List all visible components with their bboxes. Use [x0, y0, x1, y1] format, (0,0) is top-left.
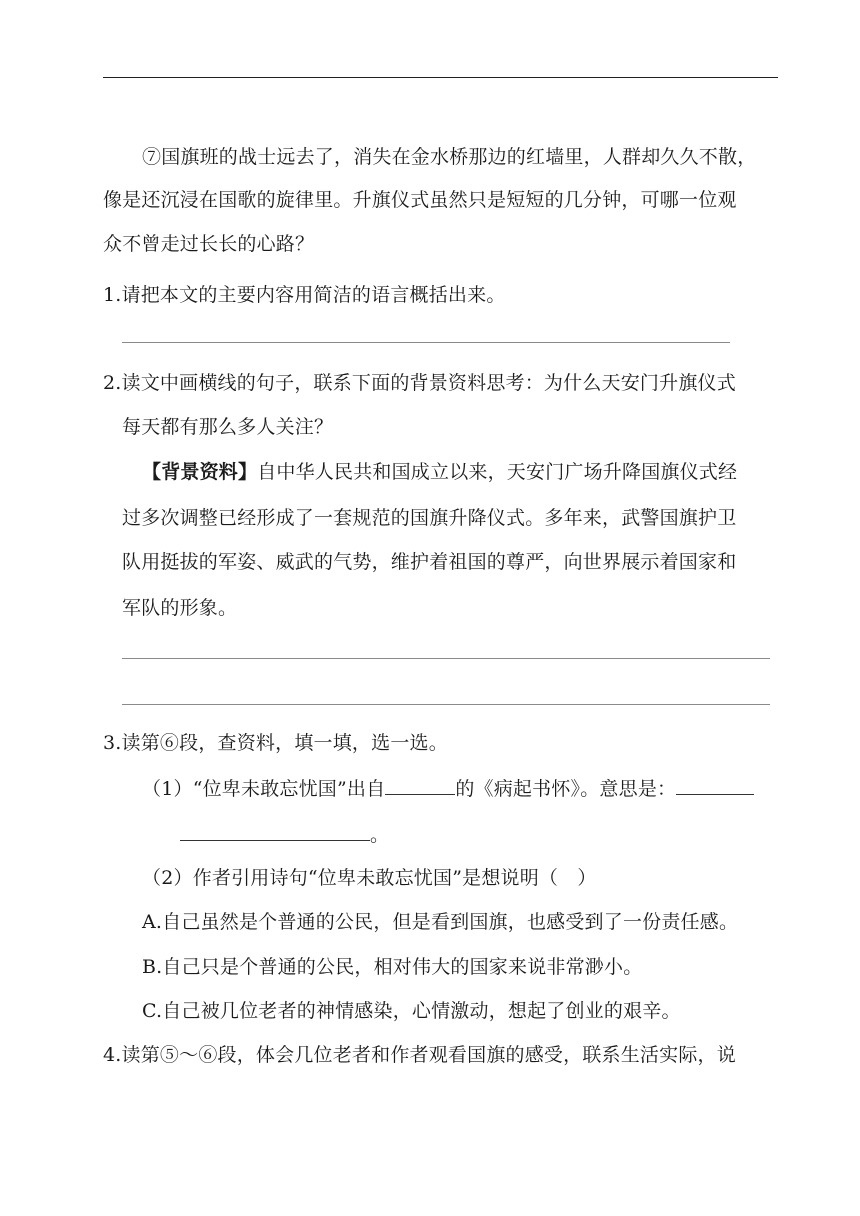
- option-a[interactable]: A.自己虽然是个普通的公民，但是看到国旗，也感受到了一份责任感。: [142, 911, 739, 933]
- blank-meaning-start[interactable]: [676, 776, 754, 795]
- blank-meaning-end[interactable]: [180, 822, 370, 841]
- paragraph-7-line-3: 众不曾走过长长的心路？: [103, 233, 315, 255]
- question-2-line-2: 每天都有那么多人关注？: [122, 416, 334, 438]
- question-3-sub-2: （2）作者引用诗句“位卑未敢忘忧国”是想说明（ ）: [142, 867, 597, 889]
- question-1: 1.请把本文的主要内容用简洁的语言概括出来。: [103, 284, 506, 306]
- answer-line-q2-1[interactable]: [122, 658, 770, 659]
- paragraph-7-line-1: ⑦国旗班的战士远去了，消失在金水桥那边的红墙里，人群却久久不散，: [142, 146, 757, 168]
- question-4: 4.读第⑤～⑥段，体会几位老者和作者观看国旗的感受，联系生活实际，说: [103, 1044, 736, 1066]
- background-line-1: 【背景资料】自中华人民共和国成立以来，天安门广场升降国旗仪式经: [142, 461, 738, 483]
- paragraph-7-line-2: 像是还沉浸在国歌的旋律里。升旗仪式虽然只是短短的几分钟，可哪一位观: [103, 189, 737, 211]
- background-line-3: 队用挺拔的军姿、威武的气势，维护着祖国的尊严，向世界展示着国家和: [122, 551, 737, 573]
- question-2-line-1: 2.读文中画横线的句子，联系下面的背景资料思考：为什么天安门升旗仪式: [103, 372, 736, 394]
- background-label: 【背景资料】: [142, 461, 258, 483]
- header-rule: [103, 77, 778, 78]
- blank-author[interactable]: [385, 776, 455, 795]
- question-3: 3.读第⑥段，查资料，填一填，选一选。: [103, 732, 448, 754]
- answer-line-q1[interactable]: [122, 342, 730, 343]
- answer-line-q2-2[interactable]: [122, 704, 770, 705]
- question-3-sub-1: （1）“位卑未敢忘忧国”出自 的《病起书怀》。意思是：: [142, 776, 754, 801]
- background-line-4: 军队的形象。: [122, 597, 238, 619]
- background-line-2: 过多次调整已经形成了一套规范的国旗升降仪式。多年来，武警国旗护卫: [122, 507, 737, 529]
- option-b[interactable]: B.自己只是个普通的公民，相对伟大的国家来说非常渺小。: [142, 956, 643, 978]
- question-3-sub-1-cont: 。: [180, 822, 389, 847]
- option-c[interactable]: C.自己被几位老者的神情感染，心情激动，想起了创业的艰辛。: [142, 1000, 681, 1022]
